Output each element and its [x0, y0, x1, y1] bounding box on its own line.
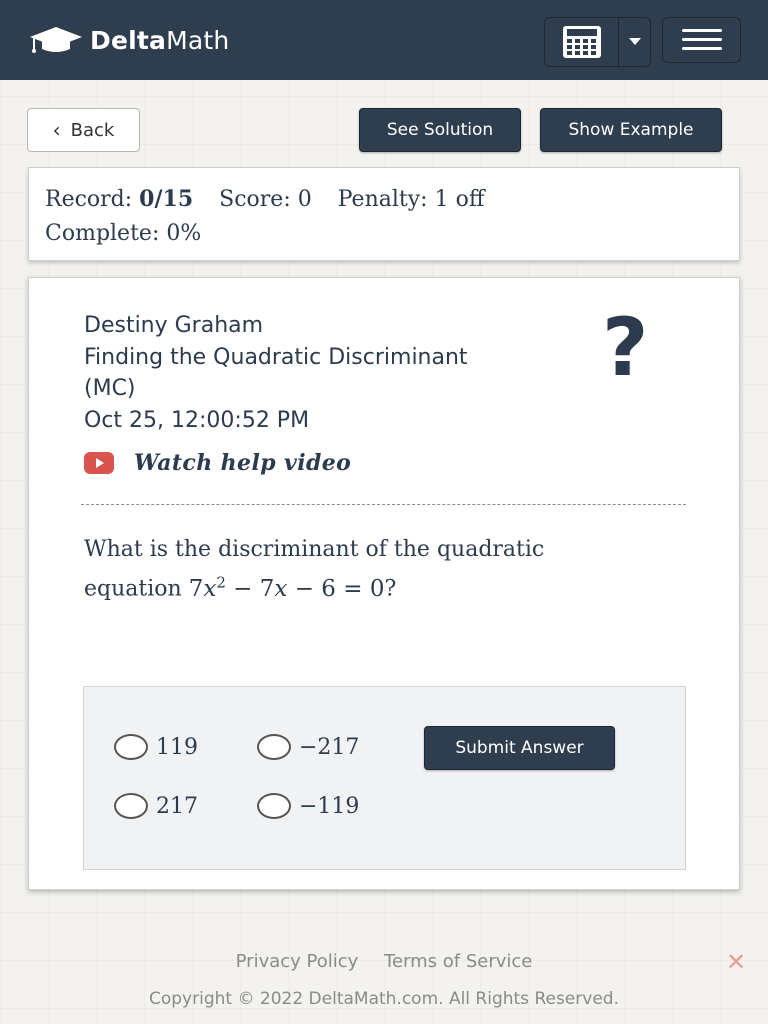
top-navbar [0, 0, 768, 80]
graduation-cap-icon [28, 25, 84, 55]
brand-logo[interactable] [28, 22, 229, 58]
help-video-link[interactable] [84, 450, 351, 476]
record-panel [28, 167, 740, 261]
copyright-text: Copyright © 2022 DeltaMath.com. All Rights Reserved. [149, 989, 619, 1009]
answer-choices-box [83, 686, 686, 870]
back-button[interactable] [27, 108, 140, 152]
score-value: 0 [297, 186, 312, 212]
help-video-label: Watch help video [134, 450, 352, 476]
terms-of-service-link[interactable]: Terms of Service [384, 951, 533, 972]
brand-name: DeltaMath [90, 25, 230, 55]
question-line1: What is the discriminant of the quadratic [84, 537, 545, 562]
record-value: 0/15 [139, 186, 194, 212]
radio-button[interactable] [114, 734, 148, 760]
problem-meta [84, 310, 468, 436]
radio-button[interactable] [257, 734, 291, 760]
radio-button[interactable] [114, 793, 148, 819]
penalty-value: 1 off [434, 186, 485, 212]
complete-value: 0% [166, 220, 202, 246]
submit-answer-button[interactable]: Submit Answer [424, 726, 615, 770]
complete-label: Complete: [45, 220, 160, 246]
back-button-label: Back [70, 119, 115, 141]
choice-label: 217 [156, 793, 198, 819]
dashed-divider [81, 504, 686, 505]
choice-option[interactable] [257, 793, 359, 819]
record-row [45, 182, 739, 216]
question-mark-icon[interactable]: ? [602, 301, 649, 394]
calculator-icon [562, 25, 602, 59]
student-name: Destiny Graham [84, 313, 264, 338]
penalty-label: Penalty: [337, 186, 428, 212]
youtube-icon [84, 452, 114, 474]
choice-option[interactable] [114, 734, 198, 760]
choice-option[interactable] [114, 793, 198, 819]
chevron-left-icon: ‹ [52, 118, 61, 142]
choice-label: −217 [299, 734, 360, 760]
question-text [84, 533, 684, 606]
close-icon[interactable]: ✕ [726, 948, 747, 976]
record-label: Record: [45, 186, 133, 212]
hamburger-menu-icon [682, 29, 722, 51]
privacy-policy-link[interactable]: Privacy Policy [235, 951, 359, 972]
show-example-button[interactable]: Show Example [540, 108, 722, 152]
question-line2: equation $7x^2 - 7x - 6 = 0$? [84, 573, 397, 602]
score-label: Score: [219, 186, 291, 212]
problem-title-line2: (MC) [84, 376, 136, 401]
complete-row [45, 216, 739, 250]
choice-label: 119 [156, 734, 198, 760]
calculator-dropdown-toggle[interactable] [619, 18, 650, 66]
problem-title-line1: Finding the Quadratic Discriminant [84, 344, 468, 370]
menu-button[interactable] [662, 17, 741, 63]
calculator-button-group [544, 17, 651, 67]
question-line2-prefix: equation [84, 576, 182, 602]
choice-option[interactable] [257, 734, 359, 760]
caret-down-icon [629, 38, 641, 46]
calculator-button[interactable] [545, 18, 619, 66]
footer-links [0, 951, 768, 972]
problem-card [28, 277, 740, 890]
radio-button[interactable] [257, 793, 291, 819]
problem-timestamp: Oct 25, 12:00:52 PM [84, 407, 310, 433]
see-solution-button[interactable]: See Solution [359, 108, 521, 152]
choice-label: −119 [299, 793, 360, 819]
quadratic-equation: $7x^2 - 7x - 6 = 0$ [188, 573, 385, 602]
